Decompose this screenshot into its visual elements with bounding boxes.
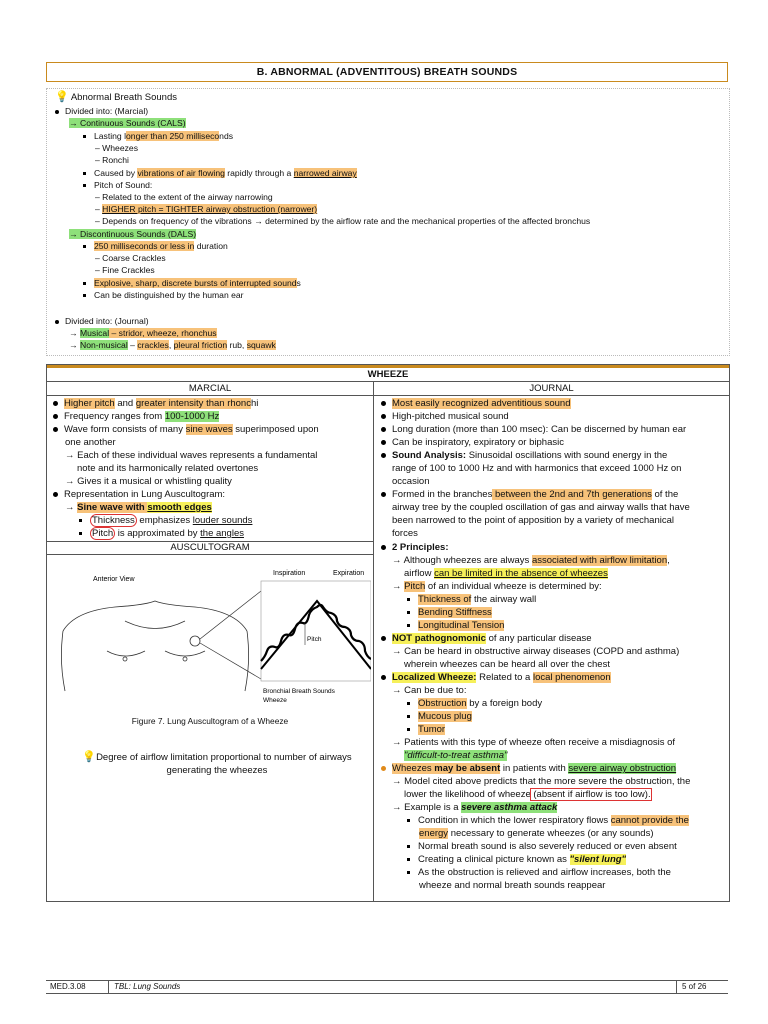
list-item: been narrowed to the point of apposition by a variety of mechanical (392, 515, 675, 526)
wheeze-wave (261, 605, 371, 661)
list-item: → Example is a severe asthma attack (392, 802, 558, 813)
figure-label-anterior: Anterior View (93, 576, 135, 583)
list-item: Caused by vibrations of air flowing rapidly through a narrowed airway (83, 167, 357, 179)
list-item: Condition in which the lower respiratory flows cannot provide the (407, 815, 689, 828)
list-item: As the obstruction is relieved and airflow increases, both the (407, 867, 671, 880)
figure-label-bronchial: Bronchial Breath Sounds (263, 688, 335, 695)
list-item: "difficult-to-treat asthma" (404, 750, 508, 761)
list-item: occasion (392, 476, 430, 487)
list-item: energy necessary to generate wheezes (or any sounds) (419, 828, 654, 839)
list-item: Thickness of the airway wall (407, 594, 536, 607)
section-title: B. ABNORMAL (ADVENTITOUS) BREATH SOUNDS (46, 62, 728, 82)
column-header-marcial: MARCIAL (47, 382, 373, 396)
list-item: → Can be heard in obstructive airway diseases (COPD and asthma) (392, 646, 680, 657)
lightbulb-icon: 💡 (55, 91, 69, 103)
list-item: Pitch is approximated by the angles (79, 528, 244, 541)
list-item: range of 100 to 1000 Hz and with harmonics that exceed 1000 Hz on (392, 463, 682, 474)
list-item: – Depends on frequency of the vibrations → determined by the airflow rate and the mechanical properties of the affected bronchus (95, 216, 591, 226)
list-item: → Although wheezes are always associated with airflow limitation, (392, 555, 670, 566)
list-item: → Model cited above predicts that the more severe the obstruction, the (392, 776, 691, 787)
chest-illustration (61, 601, 248, 691)
list-item: – Ronchi (95, 155, 129, 165)
list-item: Wave form consists of many sine waves superimposed upon (53, 424, 319, 437)
list-item: Divided into: (Marcial) (55, 105, 148, 117)
list-item: Lasting longer than 250 milliseconds (83, 130, 233, 142)
figure-caption: Figure 7. Lung Auscultogram of a Wheeze (131, 716, 289, 726)
figure-label-inspiration: Inspiration (273, 570, 306, 577)
list-item: Localized Wheeze: Related to a local phenomenon (381, 672, 611, 685)
footer-topic: TBL: Lung Sounds (114, 982, 181, 991)
auscultogram-figure (55, 561, 371, 711)
list-item: Tumor (407, 724, 445, 737)
list-item: lower the likelihood of wheeze (absent if airflow is too low). (404, 789, 651, 800)
list-item: → Musical – stridor, wheeze, rhonchus (69, 328, 217, 338)
list-item: → Discontinuous Sounds (DALS) (69, 229, 197, 239)
list-item: → Each of these individual waves represents a fundamental (65, 450, 318, 461)
airflow-note: 💡Degree of airflow limitation proportional to number of airways generating the wheezes (82, 751, 352, 776)
list-item: Wheezes may be absent in patients with severe airway obstruction (381, 763, 676, 776)
list-item: Long duration (more than 100 msec): Can be discerned by human ear (381, 424, 686, 437)
list-item: airway tree by the coupled oscillation of gas and airway walls that have (392, 502, 690, 513)
list-item: → Patients with this type of wheeze often receive a misdiagnosis of (392, 737, 676, 748)
list-item: High-pitched musical sound (381, 411, 509, 424)
wheeze-table (46, 364, 730, 902)
list-item: → Sine wave with smooth edges (65, 502, 212, 513)
list-item: forces (392, 528, 418, 539)
figure-pointer-line (200, 591, 261, 639)
abnormal-sounds-box (46, 88, 730, 356)
list-item: note and its harmonically related overtones (77, 463, 259, 474)
list-item: Obstruction by a foreign body (407, 698, 542, 711)
abnormal-heading-line: 💡 Abnormal Breath Sounds (55, 91, 177, 103)
list-item: – Fine Crackles (95, 265, 155, 275)
list-item: → Non-musical – crackles, pleural friction rub, squawk (69, 340, 276, 350)
list-item: Higher pitch and greater intensity than rhonchi (53, 398, 258, 411)
bronchial-breath-line (261, 601, 371, 669)
column-divider (373, 382, 374, 901)
lightbulb-icon: 💡 (82, 751, 97, 763)
list-item: Representation in Lung Auscultogram: (53, 489, 225, 502)
wheeze-title: WHEEZE (47, 365, 729, 382)
list-item: Mucous plug (407, 711, 472, 724)
list-item: Pitch of Sound: (83, 179, 152, 191)
figure-label-expiration: Expiration (333, 570, 365, 577)
list-item: → Continuous Sounds (CALS) (69, 118, 186, 128)
figure-label-wheeze: Wheeze (263, 697, 287, 704)
list-item: Most easily recognized adventitious sound (381, 398, 571, 411)
list-item: wherein wheezes can be heard all over the chest (404, 659, 610, 670)
list-item: – HIGHER pitch = TIGHTER airway obstruction (narrower) (95, 204, 318, 214)
list-item: Frequency ranges from 100-1000 Hz (53, 411, 219, 424)
list-item: → Pitch of an individual wheeze is determined by: (392, 581, 602, 592)
list-item: → Can be due to: (392, 685, 467, 696)
list-item: – Coarse Crackles (95, 253, 166, 263)
list-item: – Wheezes (95, 143, 138, 153)
list-item: Creating a clinical picture known as "silent lung" (407, 854, 626, 867)
list-item: airflow can be limited in the absence of wheezes (404, 568, 608, 579)
list-item: Formed in the branches between the 2nd and 7th generations of the (381, 489, 678, 502)
list-item: NOT pathognomonic of any particular disease (381, 633, 592, 646)
page-footer (46, 980, 728, 994)
figure-pointer-line (200, 643, 261, 679)
list-item: Normal breath sound is also severely reduced or even absent (407, 841, 677, 854)
list-item: Bending Stiffness (407, 607, 492, 620)
list-item: → Gives it a musical or whistling quality (65, 476, 232, 487)
auscultogram-header: AUSCULTOGRAM (47, 541, 373, 555)
footer-code: MED.3.08 (50, 982, 86, 991)
footer-page: 5 of 26 (682, 982, 707, 991)
auscultogram-frame (261, 581, 371, 681)
list-item: Divided into: (Journal) (55, 315, 149, 327)
list-item: – Related to the extent of the airway narrowing (95, 192, 273, 202)
list-item: Longitudinal Tension (407, 620, 504, 633)
column-header-journal: JOURNAL (374, 382, 729, 396)
list-item: wheeze and normal breath sounds reappear (419, 880, 606, 891)
list-item: Sound Analysis: Sinusoidal oscillations with sound energy in the (381, 450, 667, 463)
figure-label-pitch: Pitch (307, 636, 322, 643)
list-item: one another (65, 437, 116, 448)
list-item: 250 milliseconds or less in duration (83, 240, 228, 252)
list-item: Thickness emphasizes louder sounds (79, 515, 252, 528)
list-item: Can be inspiratory, expiratory or biphasic (381, 437, 564, 450)
list-item: 2 Principles: (381, 542, 449, 555)
list-item: Can be distinguished by the human ear (83, 289, 244, 301)
list-item: Explosive, sharp, discrete bursts of interrupted sounds (83, 277, 301, 289)
